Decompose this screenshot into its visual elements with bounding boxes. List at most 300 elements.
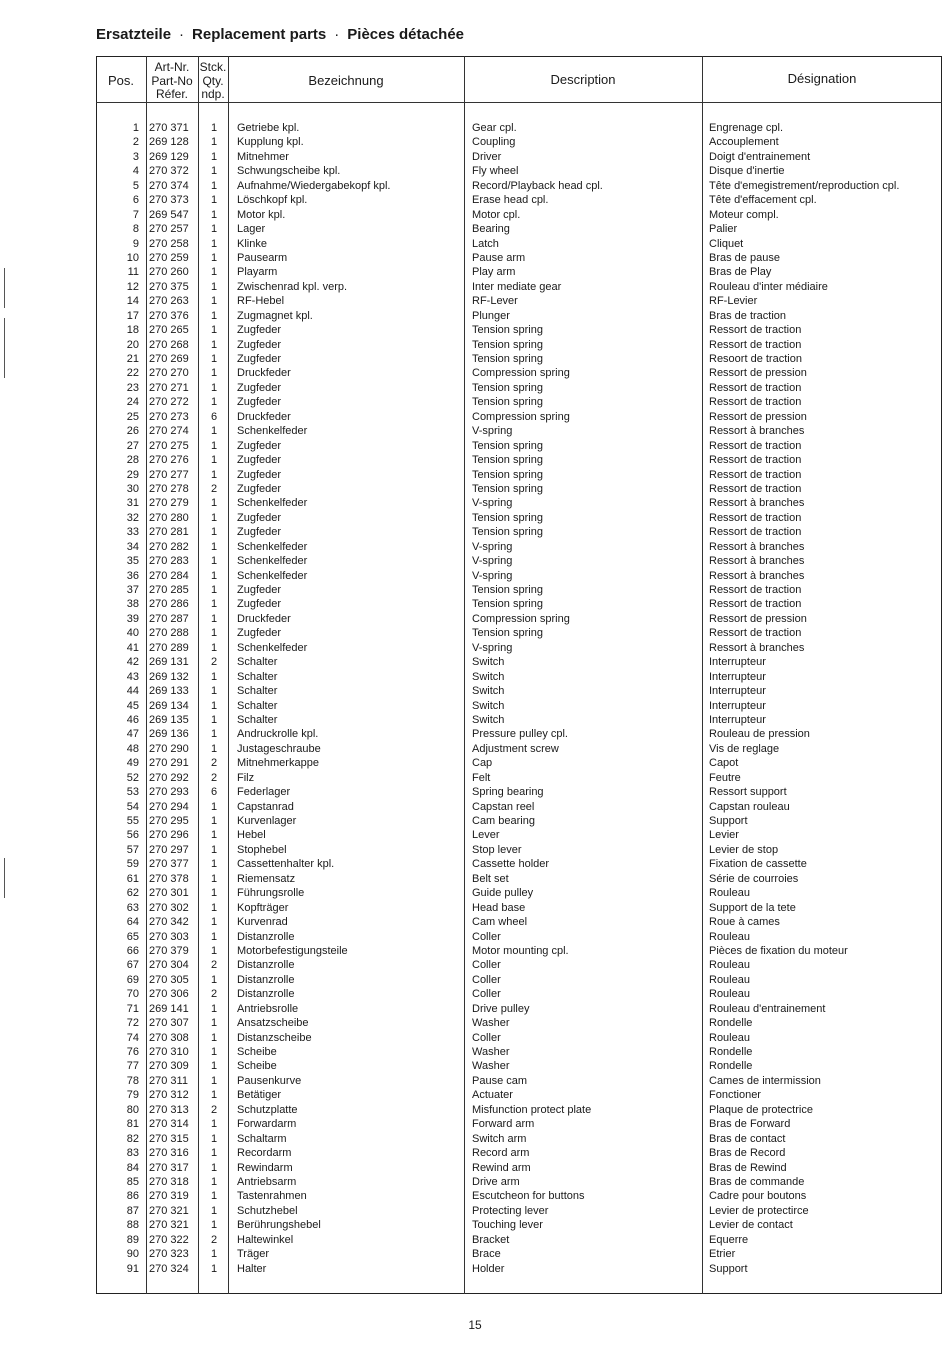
cell-de: Zugfeder — [237, 396, 282, 409]
cell-en: Adjustment screw — [472, 742, 559, 755]
cell-art: 270 377 — [149, 858, 189, 871]
cell-en: Tension spring — [472, 324, 543, 337]
table-row — [96, 1233, 942, 1247]
cell-qty: 1 — [210, 944, 218, 957]
cell-pos: 35 — [126, 555, 139, 568]
cell-art: 270 373 — [149, 194, 189, 207]
cell-qty: 1 — [210, 843, 218, 856]
cell-fr: Rondelle — [709, 1017, 753, 1030]
cell-fr: Bras de Rewind — [709, 1161, 787, 1174]
cell-art: 270 289 — [149, 641, 189, 654]
cell-de: RF-Hebel — [237, 295, 285, 308]
cell-de: Haltewinkel — [237, 1233, 294, 1246]
cell-art: 270 321 — [149, 1219, 189, 1232]
table-row — [96, 395, 942, 409]
table-row — [96, 857, 942, 871]
cell-art: 270 309 — [149, 1060, 189, 1073]
header-pos: Pos. — [107, 73, 134, 88]
cell-fr: Ressort de traction — [709, 396, 802, 409]
cell-pos: 43 — [126, 670, 139, 683]
cell-en: Lever — [472, 829, 500, 842]
cell-fr: Levier de protectirce — [709, 1204, 809, 1217]
cell-art: 270 304 — [149, 959, 189, 972]
cell-art: 270 293 — [149, 786, 189, 799]
table-row — [96, 1132, 942, 1146]
cell-qty: 1 — [210, 1031, 218, 1044]
table-row — [96, 843, 942, 857]
cell-fr: Rondelle — [709, 1046, 753, 1058]
cell-qty: 1 — [210, 497, 218, 510]
cell-qty: 1 — [210, 872, 218, 885]
cell-pos: 70 — [126, 988, 139, 1001]
cell-pos: 18 — [126, 324, 139, 337]
cell-en: Head base — [472, 901, 526, 914]
cell-de: Druckfeder — [237, 410, 291, 423]
header-divider — [96, 102, 942, 103]
cell-qty: 1 — [210, 1074, 218, 1087]
cell-qty: 1 — [210, 641, 218, 654]
cell-pos: 82 — [126, 1132, 139, 1145]
cell-pos: 9 — [132, 237, 139, 250]
cell-art: 269 133 — [149, 685, 189, 698]
cell-qty: 2 — [210, 988, 218, 1001]
cell-en: Pause arm — [472, 251, 526, 264]
cell-fr: Interrupteur — [709, 670, 766, 683]
cell-fr: Etrier — [709, 1248, 736, 1261]
cell-pos: 87 — [126, 1204, 139, 1217]
cell-qty: 1 — [210, 1002, 218, 1015]
cell-de: Zugfeder — [237, 338, 282, 351]
cell-de: Schwungscheibe kpl. — [237, 165, 341, 178]
cell-qty: 1 — [210, 165, 218, 178]
cell-en: Protecting lever — [472, 1204, 549, 1217]
table-row — [96, 727, 942, 741]
cell-fr: Support — [709, 1262, 748, 1275]
cell-pos: 54 — [126, 800, 139, 813]
cell-pos: 5 — [132, 179, 139, 192]
cell-pos: 81 — [126, 1118, 139, 1131]
cell-fr: Support — [709, 815, 748, 827]
table-row — [96, 150, 942, 164]
cell-art: 270 258 — [149, 237, 189, 250]
table-row — [96, 424, 942, 438]
header-description: Description — [550, 72, 616, 87]
cell-qty: 1 — [210, 439, 218, 452]
cell-de: Filz — [237, 771, 255, 784]
cell-fr: Rouleau — [709, 959, 750, 972]
table-row — [96, 1117, 942, 1131]
cell-pos: 78 — [126, 1074, 139, 1087]
cell-en: Switch — [472, 699, 505, 712]
table-row — [96, 496, 942, 510]
table-row — [96, 1103, 942, 1117]
cell-fr: Bras de contact — [709, 1132, 786, 1145]
cell-pos: 65 — [126, 930, 139, 943]
cell-pos: 61 — [126, 872, 139, 885]
cell-en: Motor cpl. — [472, 208, 521, 221]
cell-qty: 1 — [210, 468, 218, 481]
cell-fr: Cames de intermission — [709, 1074, 821, 1087]
cell-fr: Bras de Forward — [709, 1118, 791, 1131]
cell-fr: Levier — [709, 829, 739, 842]
cell-pos: 89 — [126, 1233, 139, 1246]
table-row — [96, 930, 942, 944]
cell-de: Schaltarm — [237, 1132, 287, 1145]
cell-fr: Bras de Record — [709, 1147, 786, 1160]
table-row — [96, 1088, 942, 1102]
cell-qty: 1 — [210, 699, 218, 712]
cell-art: 269 136 — [149, 728, 189, 741]
cell-fr: Ressort de traction — [709, 584, 802, 596]
cell-art: 270 286 — [149, 598, 189, 611]
cell-de: Playarm — [237, 266, 278, 279]
cell-de: Riemensatz — [237, 872, 296, 885]
cell-en: V-spring — [472, 540, 513, 553]
cell-de: Distanzrolle — [237, 959, 295, 972]
cell-pos: 7 — [132, 208, 139, 221]
table-row — [96, 251, 942, 265]
cell-de: Zugfeder — [237, 627, 282, 640]
cell-art: 270 265 — [149, 324, 189, 337]
cell-en: Coller — [472, 1031, 501, 1044]
table-row — [96, 655, 942, 669]
cell-pos: 11 — [127, 266, 139, 279]
cell-qty: 1 — [210, 713, 218, 726]
cell-pos: 74 — [126, 1031, 139, 1044]
table-row — [96, 338, 942, 352]
cell-art: 270 305 — [149, 973, 189, 986]
table-row — [96, 280, 942, 294]
cell-en: Cap — [472, 757, 493, 770]
cell-pos: 33 — [126, 526, 139, 539]
cell-fr: RF-Levier — [709, 295, 758, 308]
cell-art: 270 318 — [149, 1175, 189, 1188]
cell-fr: Cliquet — [709, 237, 744, 250]
cell-art: 270 257 — [149, 223, 189, 236]
cell-pos: 10 — [126, 251, 139, 264]
table-row — [96, 554, 942, 568]
cell-art: 270 315 — [149, 1132, 189, 1145]
table-row — [96, 872, 942, 886]
cell-art: 270 316 — [149, 1147, 189, 1160]
cell-fr: Fixation de cassette — [709, 858, 807, 871]
cell-art: 270 342 — [149, 916, 189, 929]
cell-art: 269 131 — [149, 656, 189, 669]
cell-en: Record arm — [472, 1147, 530, 1160]
cell-art: 270 274 — [149, 425, 189, 438]
table-row — [96, 756, 942, 770]
cell-qty: 2 — [210, 1103, 218, 1116]
cell-art: 270 306 — [149, 988, 189, 1001]
cell-de: Scheibe — [237, 1046, 277, 1058]
cell-qty: 1 — [210, 381, 218, 394]
table-row — [96, 179, 942, 193]
cell-de: Motor kpl. — [237, 208, 286, 221]
table-row — [96, 1002, 942, 1016]
cell-art: 270 372 — [149, 165, 189, 178]
cell-en: Guide pulley — [472, 887, 534, 900]
cell-qty: 1 — [210, 1262, 218, 1275]
cell-de: Schalter — [237, 685, 278, 698]
cell-de: Zugfeder — [237, 526, 282, 539]
title-english: Replacement parts — [192, 26, 327, 43]
cell-pos: 21 — [126, 353, 139, 365]
table-row — [96, 193, 942, 207]
cell-en: Holder — [472, 1262, 505, 1275]
cell-en: Tension spring — [472, 454, 543, 467]
cell-de: Recordarm — [237, 1147, 292, 1160]
cell-de: Schutzplatte — [237, 1103, 298, 1116]
cell-en: Bracket — [472, 1233, 510, 1246]
cell-fr: Doigt d'entrainement — [709, 150, 811, 163]
cell-de: Schalter — [237, 699, 278, 712]
cell-art: 270 279 — [149, 497, 189, 510]
cell-en: Coupling — [472, 136, 516, 149]
cell-pos: 62 — [126, 887, 139, 900]
cell-fr: Ressort de traction — [709, 324, 802, 337]
cell-de: Zwischenrad kpl. verp. — [237, 280, 348, 293]
cell-en: Washer — [472, 1017, 510, 1030]
cell-art: 270 321 — [149, 1204, 189, 1217]
cell-fr: Engrenage cpl. — [709, 122, 783, 134]
cell-en: Latch — [472, 237, 499, 250]
cell-de: Druckfeder — [237, 612, 291, 625]
cell-art: 270 270 — [149, 367, 189, 380]
cell-en: Motor mounting cpl. — [472, 944, 569, 957]
cell-en: Inter mediate gear — [472, 280, 562, 293]
cell-qty: 1 — [210, 309, 218, 322]
cell-art: 270 259 — [149, 251, 189, 264]
cell-art: 270 269 — [149, 353, 189, 365]
cell-qty: 1 — [210, 266, 218, 279]
cell-art: 270 297 — [149, 843, 189, 856]
table-row — [96, 1059, 942, 1073]
cell-qty: 1 — [210, 598, 218, 611]
cell-fr: Ressort de traction — [709, 381, 802, 394]
table-row — [96, 886, 942, 900]
cell-de: Kurvenlager — [237, 815, 297, 827]
header-designation: Désignation — [787, 71, 857, 86]
title-separator: · — [179, 26, 185, 43]
cell-art: 270 302 — [149, 901, 189, 914]
cell-en: Cassette holder — [472, 858, 550, 871]
cell-art: 270 268 — [149, 338, 189, 351]
cell-de: Distanzrolle — [237, 930, 295, 943]
cell-en: Tension spring — [472, 338, 543, 351]
cell-fr: Ressort de traction — [709, 338, 802, 351]
cell-pos: 6 — [132, 194, 139, 207]
cell-en: Brace — [472, 1248, 501, 1261]
cell-qty: 1 — [210, 930, 218, 943]
cell-qty: 1 — [210, 396, 218, 409]
cell-art: 270 375 — [149, 280, 189, 293]
cell-en: Tension spring — [472, 468, 543, 481]
cell-qty: 1 — [210, 728, 218, 741]
cell-fr: Ressort de traction — [709, 482, 802, 495]
cell-de: Kurvenrad — [237, 916, 288, 929]
cell-fr: Tête d'emegistrement/reproduction cpl. — [709, 179, 900, 192]
cell-art: 270 271 — [149, 381, 189, 394]
table-row — [96, 352, 942, 366]
cell-pos: 91 — [126, 1262, 139, 1275]
cell-en: Compression spring — [472, 612, 570, 625]
cell-fr: Interrupteur — [709, 699, 766, 712]
cell-fr: Ressort de pression — [709, 410, 807, 423]
cell-qty: 2 — [210, 771, 218, 784]
cell-pos: 52 — [126, 771, 139, 784]
margin-mark — [4, 858, 5, 898]
cell-qty: 1 — [210, 295, 218, 308]
cell-de: Tastenrahmen — [237, 1190, 307, 1203]
cell-qty: 1 — [210, 324, 218, 337]
cell-fr: Cadre pour boutons — [709, 1190, 807, 1203]
cell-art: 270 283 — [149, 555, 189, 568]
cell-fr: Ressort de traction — [709, 511, 802, 524]
table-row — [96, 1161, 942, 1175]
table-row — [96, 626, 942, 640]
cell-art: 270 311 — [149, 1074, 188, 1087]
cell-pos: 34 — [126, 540, 139, 553]
cell-qty: 1 — [210, 584, 218, 596]
cell-de: Schenkelfeder — [237, 425, 308, 438]
cell-en: Cam wheel — [472, 916, 528, 929]
cell-qty: 1 — [210, 858, 218, 871]
cell-qty: 1 — [210, 540, 218, 553]
cell-qty: 1 — [210, 1017, 218, 1030]
cell-en: V-spring — [472, 425, 513, 438]
cell-fr: Disque d'inertie — [709, 165, 785, 178]
cell-de: Löschkopf kpl. — [237, 194, 308, 207]
cell-de: Druckfeder — [237, 367, 291, 380]
cell-qty: 2 — [210, 482, 218, 495]
cell-en: Cam bearing — [472, 815, 535, 827]
cell-qty: 1 — [210, 815, 218, 827]
cell-en: Play arm — [472, 266, 516, 279]
cell-fr: Ressort de traction — [709, 598, 802, 611]
header-bezeichnung: Bezeichnung — [308, 73, 384, 88]
cell-de: Schenkelfeder — [237, 555, 308, 568]
cell-pos: 57 — [126, 843, 139, 856]
cell-qty: 1 — [210, 208, 218, 221]
cell-pos: 85 — [126, 1175, 139, 1188]
cell-art: 270 272 — [149, 396, 189, 409]
cell-qty: 1 — [210, 454, 218, 467]
cell-en: V-spring — [472, 641, 513, 654]
cell-pos: 84 — [126, 1161, 139, 1174]
cell-en: Actuater — [472, 1089, 513, 1102]
cell-en: Erase head cpl. — [472, 194, 549, 207]
cell-qty: 1 — [210, 1060, 218, 1073]
cell-fr: Levier de stop — [709, 843, 779, 856]
cell-fr: Ressort à branches — [709, 425, 805, 438]
cell-de: Zugfeder — [237, 454, 282, 467]
table-row — [96, 670, 942, 684]
cell-art: 269 547 — [149, 208, 189, 221]
cell-qty: 1 — [210, 1161, 218, 1174]
cell-art: 270 376 — [149, 309, 189, 322]
cell-pos: 1 — [132, 122, 139, 134]
cell-pos: 90 — [126, 1248, 139, 1261]
cell-en: Escutcheon for buttons — [472, 1190, 585, 1203]
cell-pos: 24 — [126, 396, 139, 409]
cell-de: Motorbefestigungsteile — [237, 944, 348, 957]
cell-de: Betätiger — [237, 1089, 282, 1102]
cell-qty: 1 — [210, 829, 218, 842]
cell-fr: Interrupteur — [709, 656, 766, 669]
cell-fr: Pièces de fixation du moteur — [709, 944, 848, 957]
cell-qty: 1 — [210, 670, 218, 683]
cell-en: Coller — [472, 973, 501, 986]
cell-qty: 1 — [210, 338, 218, 351]
cell-art: 270 324 — [149, 1262, 189, 1275]
cell-en: Switch — [472, 670, 505, 683]
table-row — [96, 121, 942, 135]
cell-en: Tension spring — [472, 598, 543, 611]
table-row — [96, 641, 942, 655]
cell-en: Tension spring — [472, 526, 543, 539]
cell-pos: 69 — [126, 973, 139, 986]
table-row — [96, 482, 942, 496]
table-row — [96, 987, 942, 1001]
cell-de: Stophebel — [237, 843, 287, 856]
cell-de: Schalter — [237, 656, 278, 669]
cell-art: 270 280 — [149, 511, 189, 524]
cell-art: 270 310 — [149, 1046, 189, 1058]
cell-art: 270 263 — [149, 295, 189, 308]
cell-en: Fly wheel — [472, 165, 519, 178]
cell-de: Zugmagnet kpl. — [237, 309, 313, 322]
cell-de: Zugfeder — [237, 598, 282, 611]
header-part-number-de: Art-Nr. — [154, 60, 190, 74]
cell-fr: Ressort à branches — [709, 569, 805, 582]
cell-de: Distanzrolle — [237, 973, 295, 986]
cell-fr: Ressort support — [709, 786, 787, 799]
table-row — [96, 323, 942, 337]
cell-pos: 31 — [126, 497, 139, 510]
cell-pos: 27 — [126, 439, 139, 452]
title-separator: · — [334, 26, 340, 43]
header-quantity-de: Stck. — [199, 60, 227, 74]
table-row — [96, 237, 942, 251]
cell-qty: 1 — [210, 179, 218, 192]
cell-fr: Rouleau d'entrainement — [709, 1002, 826, 1015]
cell-en: Pressure pulley cpl. — [472, 728, 568, 741]
cell-art: 270 290 — [149, 742, 189, 755]
cell-de: Zugfeder — [237, 468, 282, 481]
cell-pos: 12 — [126, 280, 139, 293]
cell-art: 270 291 — [149, 757, 189, 770]
cell-art: 270 379 — [149, 944, 189, 957]
header-part-number-en: Part-No — [151, 73, 193, 88]
cell-en: Switch — [472, 713, 505, 726]
cell-de: Scheibe — [237, 1060, 277, 1073]
cell-art: 270 295 — [149, 815, 189, 827]
cell-qty: 1 — [210, 627, 218, 640]
cell-qty: 1 — [210, 122, 218, 134]
cell-qty: 1 — [210, 800, 218, 813]
table-row — [96, 1218, 942, 1232]
cell-de: Mitnehmerkappe — [237, 757, 319, 770]
cell-en: Stop lever — [472, 843, 522, 856]
cell-fr: Ressort de traction — [709, 454, 802, 467]
cell-en: Compression spring — [472, 410, 570, 423]
cell-qty: 1 — [210, 612, 218, 625]
table-row — [96, 309, 942, 323]
cell-fr: Levier de contact — [709, 1219, 793, 1232]
cell-pos: 22 — [126, 367, 139, 380]
cell-en: Coller — [472, 988, 501, 1001]
cell-qty: 6 — [210, 410, 218, 423]
